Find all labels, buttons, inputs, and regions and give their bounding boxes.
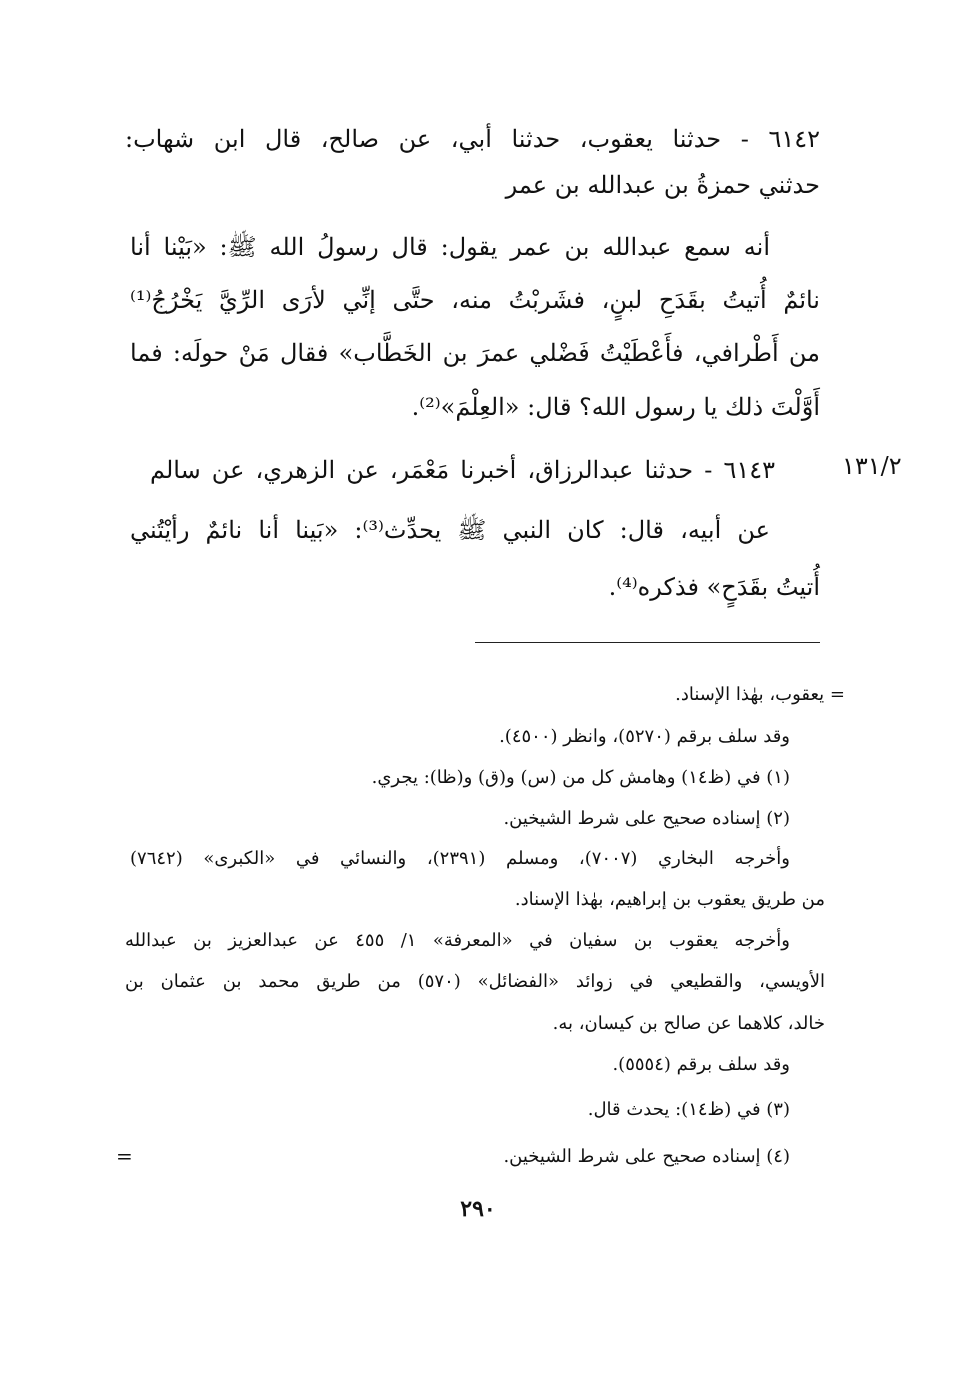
hadith-6142-isnad-line-2: حدثني حمزةُ بن عبدالله بن عمر — [505, 171, 820, 199]
footnote-line-3: (١) في (ظ١٤) وهامش كل من (س) و(ق) و(ظا): يجري. — [371, 767, 790, 788]
continuation-mark: = — [116, 1144, 133, 1168]
hadith-6143-matn-line-2: أُتيتُ بقَدَحٍ» فذكره⁽⁴⁾. — [608, 573, 820, 601]
footnote-line-4: (٢) إسناده صحيح على شرط الشيخين. — [503, 808, 790, 829]
hadith-6142-isnad-line-1: ٦١٤٢ - حدثنا يعقوب، حدثنا أبي، عن صالح، قال ابن شهاب: — [125, 125, 820, 153]
footnote-line-5: وأخرجه البخاري (٧٠٠٧)، ومسلم (٢٣٩١)، والنسائي في «الكبرى» (٧٦٤٢) — [130, 848, 790, 869]
hadith-6143-isnad-line: ٦١٤٣ - حدثنا عبدالرزاق، أخبرنا مَعْمَر، عن الزهري، عن سالم — [150, 456, 775, 484]
footnote-line-10: وقد سلف برقم (٥٥٥٤). — [612, 1054, 790, 1075]
hadith-6143-matn-line-1: عن أبيه، قال: كان النبي ﷺ يحدِّث⁽³⁾: «بَينا أنا نائمٌ رأيْتُني — [130, 516, 770, 544]
hadith-6142-matn-line-4: أَوَّلْتَ ذلك يا رسول الله؟ قال: «العِلْمَ»⁽²⁾. — [411, 393, 820, 421]
hadith-6142-matn-line-1: أنه سمع عبدالله بن عمر يقول: قال رسولُ الله ﷺ: «بَيْنا أنا — [130, 233, 770, 261]
footnote-line-12: (٤) إسناده صحيح على شرط الشيخين. — [503, 1146, 790, 1167]
footnote-line-8: الأويسي، والقطيعي في زوائد «الفضائل» (٥٧٠) من طريق محمد بن عثمان بن — [125, 971, 825, 992]
hadith-6142-matn-line-2: نائمٌ أُتيتُ بقَدَحِ لبنٍ، فشَربْتُ منه، حتَّى إنِّي لأرَى الرِّيَّ يَخْرُجُ⁽¹⁾ — [130, 286, 820, 314]
hadith-6142-matn-line-3: من أَطْرافي، فأَعْطَيْتُ فَضْلي عمرَ بن الخَطَّاب» فقال مَنْ حولَه: فما — [130, 339, 821, 367]
footnote-line-2: وقد سلف برقم (٥٢٧٠)، وانظر (٤٥٠٠). — [499, 726, 790, 747]
footnote-separator-rule — [475, 642, 820, 643]
margin-volume-page-ref: ١٣١/٢ — [842, 452, 902, 480]
footnote-line-7: وأخرجه يعقوب بن سفيان في «المعرفة» ١/ ٤٥٥ عن عبدالعزيز بن عبدالله — [125, 930, 790, 951]
footnote-line-1: = يعقوب، بهٰذا الإسناد. — [675, 684, 845, 705]
footnote-line-6: من طريق يعقوب بن إبراهيم، بهٰذا الإسناد. — [514, 889, 825, 910]
page-number: ٢٩٠ — [460, 1196, 496, 1222]
footnote-line-11: (٣) في (ظ١٤): يحدث قال. — [587, 1099, 790, 1120]
footnote-line-9: خالد، كلاهما عن صالح بن كيسان، به. — [552, 1013, 825, 1034]
